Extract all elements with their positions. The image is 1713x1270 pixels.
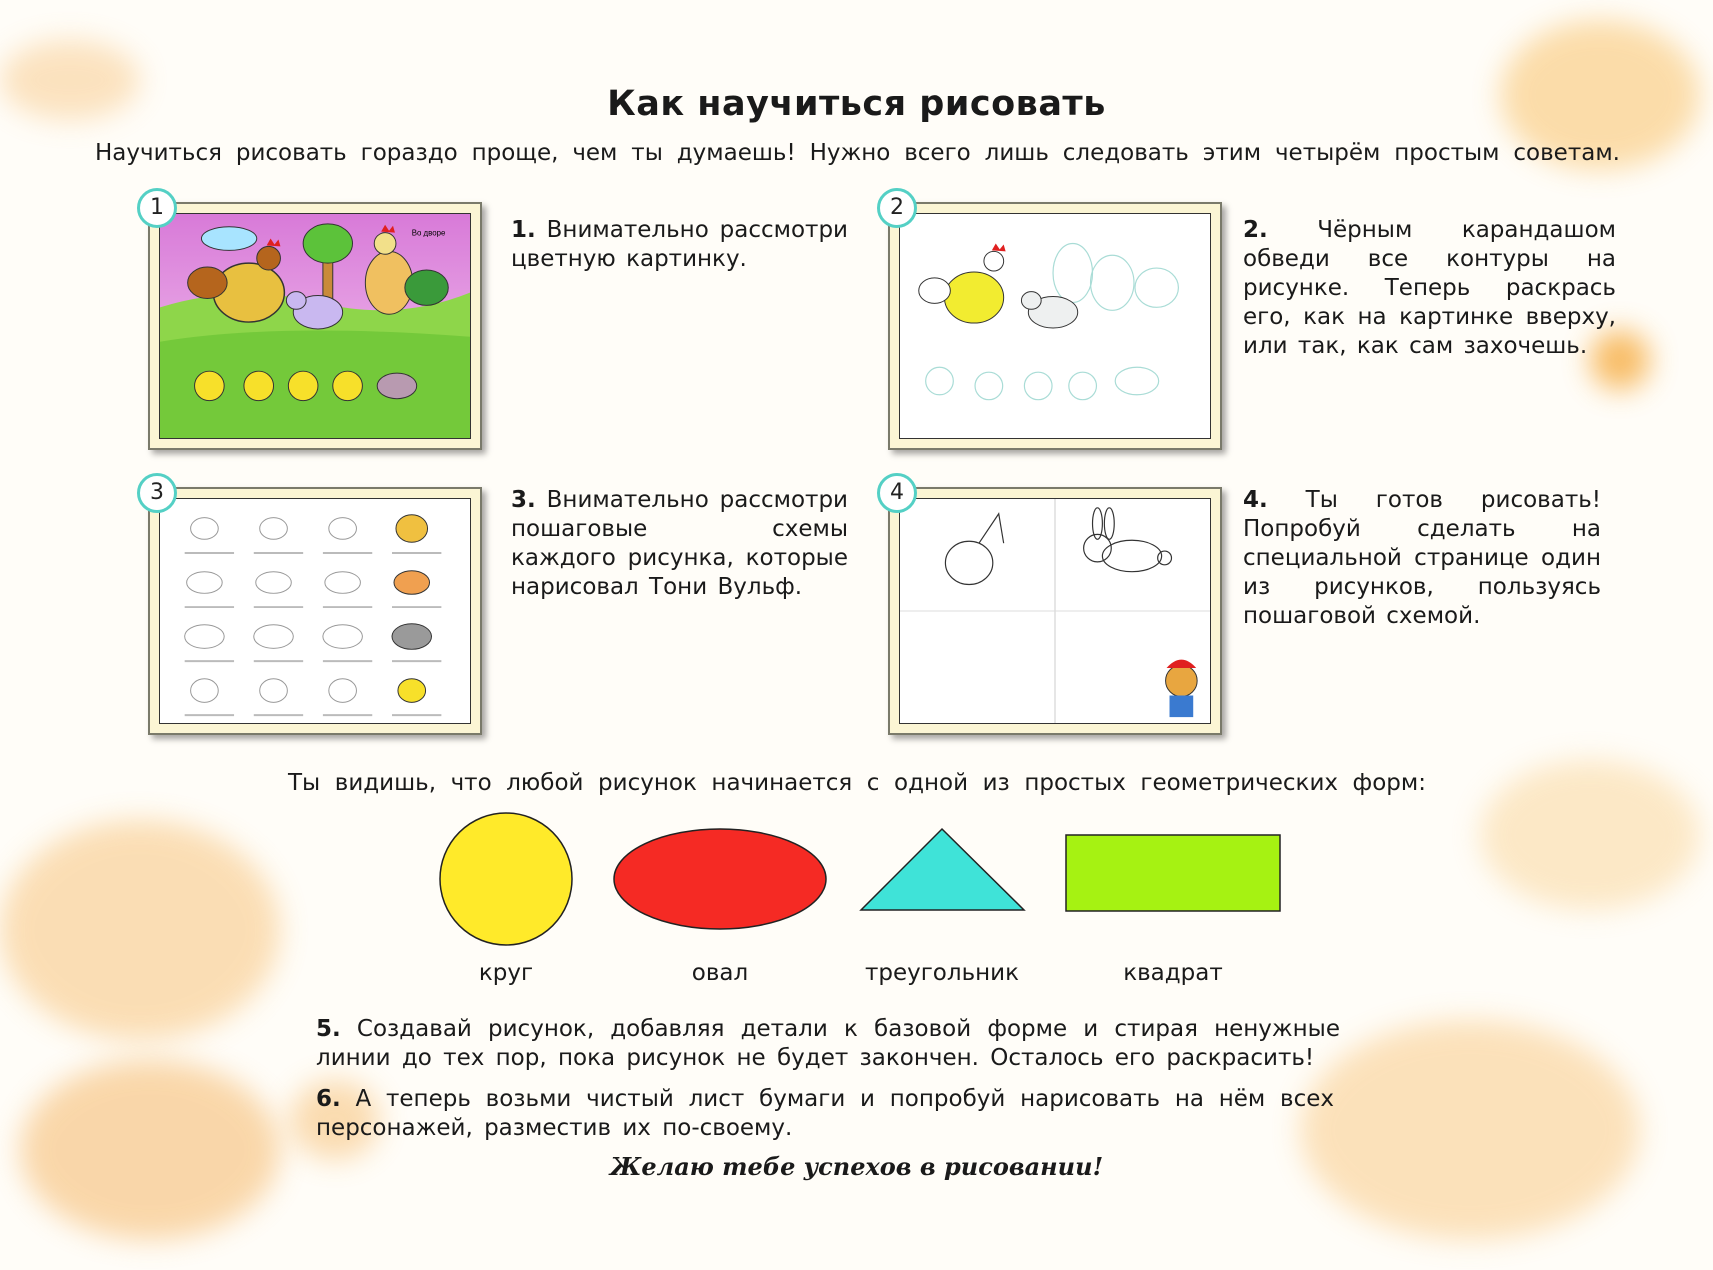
paragraph-5 — [316, 1015, 1340, 1073]
shape-label-rectangle: квадрат — [1123, 960, 1223, 986]
circle-shape — [440, 813, 572, 945]
step-number: 3. — [511, 487, 536, 513]
step-description: Ты готов рисовать! Попробуй сделать на специальной странице один из рисунков, пользуясь пошаговой схемой. — [1243, 487, 1601, 629]
paragraph-6 — [316, 1085, 1334, 1143]
step-number: 1. — [511, 217, 536, 243]
step-description: Внимательно рассмотри цветную картинку. — [511, 217, 848, 272]
step-badge-1: 1 — [137, 188, 177, 228]
page-title: Как научиться рисовать — [607, 84, 1106, 124]
step-badge-3: 3 — [137, 473, 177, 513]
step-badge-2: 2 — [877, 188, 917, 228]
picture-caption: Во дворе — [411, 228, 446, 238]
step-badge-4: 4 — [877, 473, 917, 513]
paragraph-text: Создавай рисунок, добавляя детали к базовой форме и стирая ненужные линии до тех пор, пока рисунок не будет закончен. Осталось его раскрасить! — [316, 1016, 1340, 1071]
intro-text: Научиться рисовать гораздо проще, чем ты думаешь! Нужно всего лишь следовать этим четырём простым советам. — [95, 140, 1620, 166]
oval-shape — [614, 829, 826, 929]
shapes-intro-text: Ты видишь, что любой рисунок начинается с одной из простых геометрических форм: — [288, 770, 1426, 796]
shape-label-triangle: треугольник — [864, 960, 1020, 986]
closing-wish: Желаю тебе успехов в рисовании! — [609, 1152, 1104, 1181]
shape-label-oval: овал — [691, 960, 749, 986]
step-number: 4. — [1243, 487, 1268, 513]
step-description: Чёрным карандашом обведи все контуры на рисунке. Теперь раскрась его, как на картинке вверху, или так, как сам захочешь. — [1243, 217, 1616, 359]
shape-label-circle: круг — [478, 960, 534, 986]
triangle-shape — [861, 829, 1024, 910]
rectangle-shape — [1066, 835, 1280, 911]
paragraph-text: А теперь возьми чистый лист бумаги и попробуй нарисовать на нём всех персонажей, разместив их по-своему. — [316, 1086, 1334, 1141]
paragraph-number: 5. — [316, 1016, 341, 1042]
step-description: Внимательно рассмотри пошаговые схемы каждого рисунка, которые нарисовал Тони Вульф. — [511, 487, 848, 600]
paragraph-number: 6. — [316, 1086, 341, 1112]
step-number: 2. — [1243, 217, 1268, 243]
